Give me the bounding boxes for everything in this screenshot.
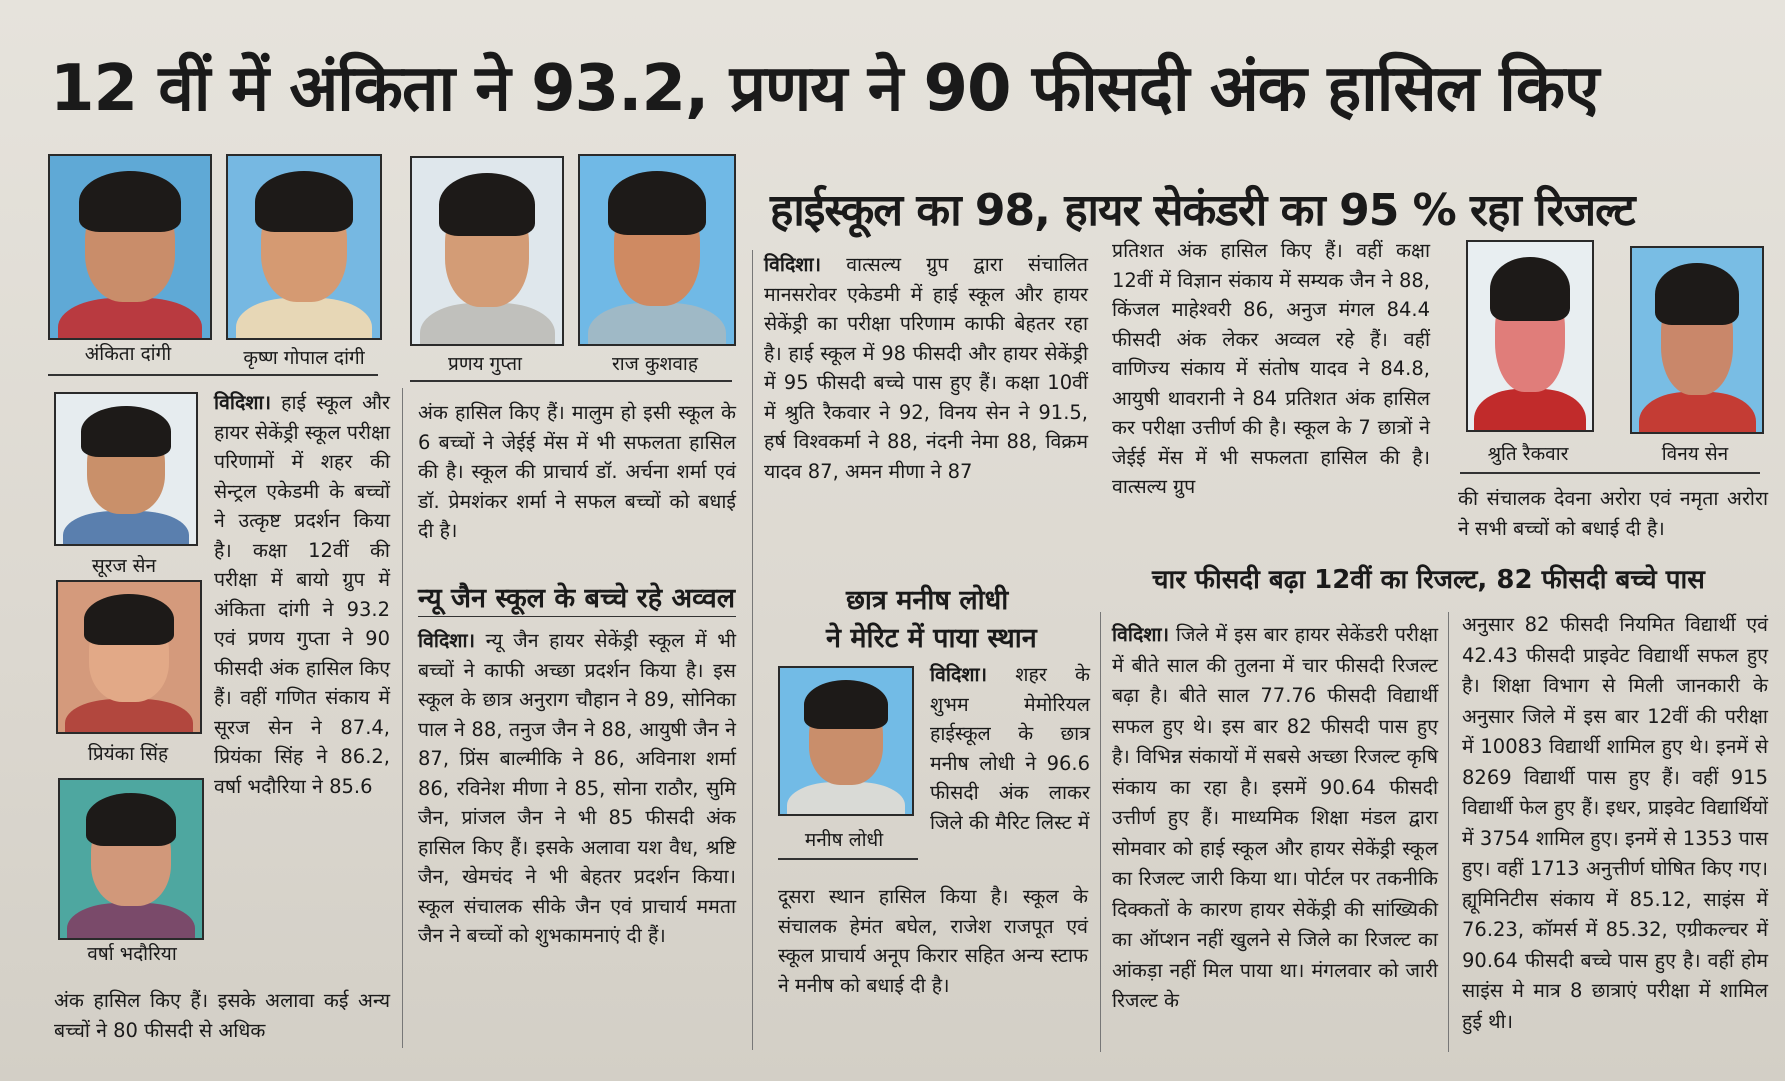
manish-photo-rule — [778, 858, 918, 860]
caption-ankita: अंकिता दांगी — [84, 343, 172, 365]
jain-school-rule — [418, 616, 736, 617]
caption-varsha: वर्षा भदौरिया — [87, 943, 177, 965]
col2-text: अंक हासिल किए हैं। मालुम हो इसी स्कूल के 6 बच्चों ने जेईई मेंस में भी सफलता हासिल की है। स्कूल की प्राचार्य डॉ. अर्चना शर्मा एवं डॉ. प्रेमशंकर शर्मा ने सफल बच्चों को बधाई दी है। — [418, 401, 736, 542]
column-divider-2 — [752, 250, 753, 1050]
result-dateline: विदिशा। — [1112, 623, 1169, 646]
col1-dateline: विदिशा। — [214, 391, 271, 414]
col3-body: वात्सल्य ग्रुप द्वारा संचालित मानसरोवर एकेडमी में हाई स्कूल और हायर सेकेंड्री का परीक्षा परिणाम काफी बेहतर रहा है। हाई स्कूल में 98 फीसदी और हायर सेकेंड्री में 95 फीसदी बच्चे पास हुए हैं। कक्षा 10वीं में श्रुति रैकवार ने 92, विनय सेन ने 91.5, हर्ष विश्वकर्मा ने 88, नंदनी नेमा 88, विक्रम यादव 87, अमन मीणा ने 87 — [764, 253, 1088, 483]
photo-vinay — [1630, 246, 1764, 434]
page-subheadline: हाईस्कूल का 98, हायर सेकंडरी का 95 % रहा रिजल्ट — [770, 185, 1635, 236]
col3-text — [764, 250, 1088, 486]
caption-raj: राज कुशवाह — [612, 353, 698, 375]
photo-pranay — [410, 156, 564, 346]
result-heading: चार फीसदी बढ़ा 12वीं का रिजल्ट, 82 फीसदी बच्चे पास — [1152, 565, 1705, 595]
photo-priyanka — [56, 580, 202, 734]
col1-text — [214, 388, 390, 801]
right-photo-rule — [1460, 472, 1760, 474]
photo-row-rule-2 — [410, 380, 732, 382]
caption-vinay: विनय सेन — [1661, 443, 1729, 465]
caption-suraj: सूरज सेन — [91, 555, 157, 577]
photo-row-rule — [48, 374, 378, 376]
result-text2: अनुसार 82 फीसदी नियमित विद्यार्थी एवं 42.43 फीसदी प्राइवेट विद्यार्थी सफल हुए है। शिक्षा विभाग से मिली जानकारी के अनुसार जिले में इस बार 12वीं की परीक्षा में 10083 विद्यार्थी शामिल हुए थे। इनमें से 8269 विद्यार्थी पास हुए हैं। वहीं 915 विद्यार्थी फेल हुए हैं। इधर, प्राइवेट विद्यार्थियों में 3754 शामिल हुए। इनमें से 1353 पास हुए। वहीं 1713 अनुत्तीर्ण घोषित किए गए। ह्यूमिनिटीस संकाय में 85.12, साइंस में 76.23, कॉमर्स में 85.32, एग्रीकल्चर में 90.64 फीसदी बच्चे पास हुए है। वहीं होम साइंस मे मात्र 8 छात्राएं परीक्षा में शामिल हुई थी। — [1462, 613, 1768, 1033]
result-text1 — [1112, 620, 1438, 1017]
col3-dateline: विदिशा। — [764, 253, 821, 276]
photo-shruti — [1466, 240, 1594, 432]
photo-manish — [778, 666, 914, 816]
result-body-1: जिले में इस बार हायर सेकेंडरी परीक्षा में बीते साल की तुलना में चार फीसदी रिजल्ट बढ़ा है। बीते साल 77.76 फीसदी विद्यार्थी सफल हुए थे। इस बार 82 फीसदी पास हुए है। विभिन्न संकायों में सबसे अच्छा रिजल्ट कृषि संकाय का रहा है। इसमें 90.64 फीसदी उत्तीर्ण हुए हैं। माध्यमिक शिक्षा मंडल द्वारा सोमवार को हाई स्कूल और हायर सेकेंड्री स्कूल का रिजल्ट जारी किया था। पोर्टल पर तकनीकि दिक्कतों के कारण हायर सेकेंड्री की सांख्यिकी का ऑप्शन नहीं खुलने से जिले का रिजल्ट का आंकड़ा नहीं मिल पाया था। मंगलवार को जारी रिजल्ट के — [1112, 623, 1438, 1012]
manish-dateline: विदिशा। — [930, 663, 987, 686]
manish-body: शहर के शुभम मेमोरियल हाईस्कूल के छात्र मनीष लोधी ने 96.6 फीसदी अंक लाकर जिले की मैरिट लिस्ट में — [930, 663, 1090, 834]
manish-text2: दूसरा स्थान हासिल किया है। स्कूल के संचालक हेमंत बघेल, राजेश राजपूत एवं स्कूल प्राचार्य अनूप किरार सहित अन्य स्टाफ ने मनीष को बधाई दी है। — [778, 885, 1088, 997]
page-headline: 12 वीं में अंकिता ने 93.2, प्रणय ने 90 फीसदी अंक हासिल किए — [50, 52, 1599, 126]
col1-body: हाई स्कूल और हायर सेकेंड्री स्कूल परीक्षा परिणामों में शहर की सेन्ट्रल एकेडमी के बच्चों ने उत्कृष्ट प्रदर्शन किया है। कक्षा 12वीं की परीक्षा में बायो ग्रुप में अंकिता दांगी ने 93.2 एवं प्रणय गुप्ता ने 90 फीसदी अंक हासिल किए हैं। वहीं गणित संकाय में सूरज सेन ने 87.4, प्रियंका सिंह ने 86.2, वर्षा भदौरिया ने 85.6 — [214, 391, 390, 798]
manish-text — [930, 660, 1090, 837]
col1-bottom: अंक हासिल किए हैं। इसके अलावा कई अन्य बच्चों ने 80 फीसदी से अधिक — [54, 989, 390, 1042]
jain-school-heading: न्यू जैन स्कूल के बच्चे रहे अव्वल — [418, 583, 736, 614]
photo-ankita — [48, 154, 212, 340]
manish-heading-1: छात्र मनीष लोधी — [846, 585, 1009, 616]
col4-text: प्रतिशत अंक हासिल किए हैं। वहीं कक्षा 12वीं में विज्ञान संकाय में सम्यक जैन ने 88, किंजल माहेश्वरी 86, अनुज मंगल 84.4 फीसदी अंक लेकर अव्वल रहे हैं। वहीं वाणिज्य संकाय में संतोष यादव ने 84.8, आयुषी थावरानी ने 84 प्रतिशत अंक हासिल कर परीक्षा उत्तीर्ण की है। स्कूल के 7 छात्रों ने जेईई मेंस में भी सफलता हासिल की है। वात्सल्य ग्रुप — [1112, 239, 1430, 498]
col5-text: की संचालक देवना अरोरा एवं नमृता अरोरा ने सभी बच्चों को बधाई दी है। — [1458, 487, 1768, 540]
photo-krishna — [226, 154, 382, 340]
column-divider-3 — [1100, 612, 1101, 1052]
caption-shruti: श्रुति रैकवार — [1487, 443, 1569, 465]
caption-pranay: प्रणय गुप्ता — [448, 353, 522, 375]
caption-priyanka: प्रियंका सिंह — [87, 743, 169, 765]
col2-dateline: विदिशा। — [418, 629, 475, 652]
photo-raj — [578, 154, 736, 346]
photo-varsha — [58, 778, 204, 940]
manish-heading-2: ने मेरिट में पाया स्थान — [826, 623, 1037, 654]
column-divider — [402, 388, 403, 1048]
caption-krishna: कृष्ण गोपाल दांगी — [243, 347, 365, 369]
photo-suraj — [54, 392, 198, 546]
column-divider-4 — [1448, 612, 1449, 1052]
col2-body: न्यू जैन हायर सेकेंड्री स्कूल में भी बच्चों ने काफी अच्छा प्रदर्शन किया है। इस स्कूल के छात्र अनुराग चौहान ने 89, सोनिका पाल ने 88, तनुज जैन ने 88, आयुषी जैन ने 87, प्रिंस बाल्मीकि ने 86, अविनाश शर्मा 86, रविनेश मीणा ने 85, सोना राठौर, सुमि जैन, प्रांजल जैन ने भी 85 फीसदी अंक हासिल किए हैं। इसके अलावा यश वैध, श्रष्टि जैन, खेमचंद ने भी बेहतर प्रदर्शन किया। स्कूल संचालक सीके जैन एवं प्राचार्य ममता जैन ने बच्चों को शुभकामनाएं दी हैं। — [418, 629, 736, 947]
caption-manish: मनीष लोधी — [804, 829, 884, 851]
col2-text2 — [418, 626, 736, 951]
